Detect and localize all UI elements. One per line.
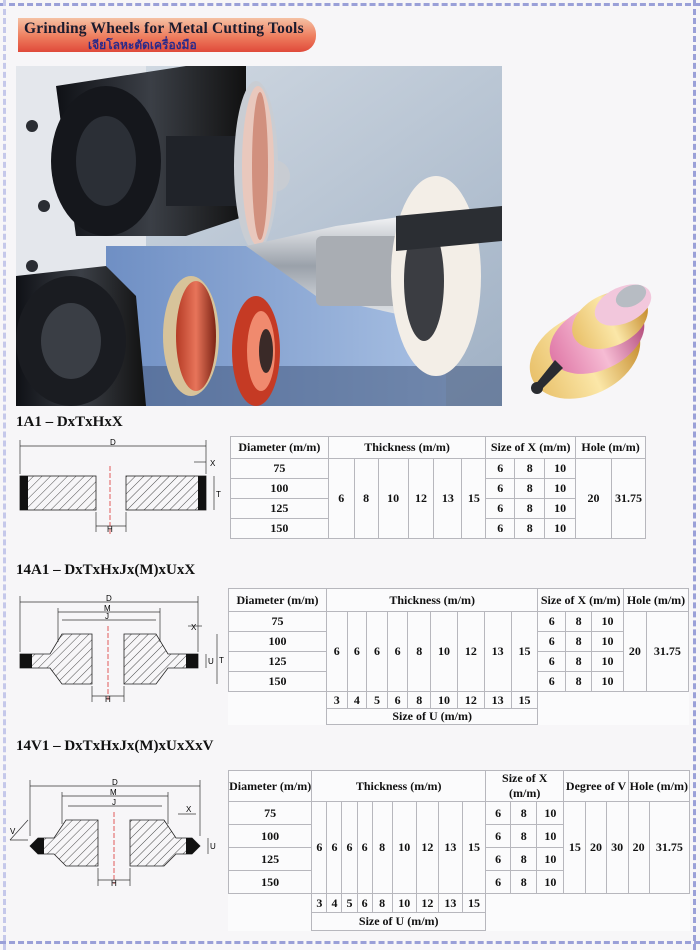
page-title: Grinding Wheels for Metal Cutting Tools bbox=[24, 20, 304, 37]
size-x-cell: 6 bbox=[486, 825, 511, 848]
diameter-cell: 100 bbox=[231, 479, 329, 499]
degree-v-cell: 20 bbox=[586, 802, 606, 894]
diagram-1a1 bbox=[14, 436, 226, 536]
size-x-cell: 6 bbox=[538, 632, 566, 652]
size-u-cell: 15 bbox=[511, 692, 538, 709]
header-thickness: Thickness (m/m) bbox=[326, 589, 537, 612]
hole-cell: 20 bbox=[576, 459, 612, 539]
diagram-14a1-label-m: M bbox=[104, 604, 111, 613]
size-x-cell: 6 bbox=[538, 672, 566, 692]
header-degree-v: Degree of V bbox=[564, 771, 628, 802]
size-x-cell: 10 bbox=[537, 825, 564, 848]
size-u-cell: 4 bbox=[347, 692, 367, 709]
size-x-cell: 10 bbox=[545, 479, 576, 499]
size-u-cell: 3 bbox=[312, 894, 327, 913]
size-x-cell: 10 bbox=[592, 672, 624, 692]
thickness-cell: 6 bbox=[342, 802, 357, 894]
size-u-cell: 8 bbox=[372, 894, 392, 913]
size-x-cell: 6 bbox=[486, 802, 511, 825]
thickness-cell: 6 bbox=[326, 612, 347, 692]
diameter-cell: 150 bbox=[231, 519, 329, 539]
thickness-cell: 8 bbox=[354, 459, 378, 539]
size-u-cell: 5 bbox=[342, 894, 357, 913]
thickness-cell: 10 bbox=[392, 802, 416, 894]
hole-cell: 20 bbox=[628, 802, 649, 894]
size-x-cell: 6 bbox=[538, 652, 566, 672]
size-x-cell: 10 bbox=[545, 499, 576, 519]
bottom-dashed-border bbox=[0, 941, 700, 944]
thickness-cell: 6 bbox=[328, 459, 354, 539]
size-x-cell: 8 bbox=[511, 848, 537, 871]
diagram-14v1-label-u: U bbox=[210, 842, 216, 851]
size-x-cell: 10 bbox=[545, 519, 576, 539]
thickness-cell: 13 bbox=[438, 802, 462, 894]
diagram-14v1 bbox=[6, 776, 226, 888]
thickness-cell: 12 bbox=[416, 802, 438, 894]
diagram-14a1-label-j: J bbox=[105, 612, 109, 621]
size-x-cell: 6 bbox=[538, 612, 566, 632]
thickness-cell: 12 bbox=[408, 459, 434, 539]
size-x-cell: 6 bbox=[486, 499, 515, 519]
thickness-cell: 8 bbox=[372, 802, 392, 894]
thickness-cell: 12 bbox=[457, 612, 484, 692]
diameter-cell: 125 bbox=[229, 652, 327, 672]
header-size-u: Size of U (m/m) bbox=[326, 709, 537, 725]
size-u-cell: 3 bbox=[326, 692, 347, 709]
diameter-cell: 75 bbox=[231, 459, 329, 479]
thickness-cell: 10 bbox=[431, 612, 458, 692]
thickness-cell: 6 bbox=[327, 802, 342, 894]
section-14a1-title: 14A1 – DxTxHxJx(M)xUxX bbox=[16, 562, 196, 578]
thickness-cell: 13 bbox=[484, 612, 511, 692]
diagram-1a1-label-x: X bbox=[210, 459, 216, 468]
diagram-14v1-label-d: D bbox=[112, 778, 118, 787]
size-u-cell: 5 bbox=[367, 692, 388, 709]
diagram-14a1 bbox=[12, 592, 227, 704]
thickness-cell: 6 bbox=[347, 612, 367, 692]
size-x-cell: 6 bbox=[486, 871, 511, 894]
size-x-cell: 10 bbox=[592, 652, 624, 672]
thickness-cell: 15 bbox=[462, 459, 486, 539]
section-1a1-title: 1A1 – DxTxHxX bbox=[16, 414, 123, 430]
right-dashed-border bbox=[693, 0, 696, 950]
thickness-cell: 8 bbox=[408, 612, 431, 692]
size-u-cell: 6 bbox=[387, 692, 408, 709]
diagram-14v1-label-j: J bbox=[112, 798, 116, 807]
size-u-cell: 13 bbox=[484, 692, 511, 709]
header-diameter: Diameter (m/m) bbox=[231, 437, 329, 459]
size-u-cell: 12 bbox=[457, 692, 484, 709]
size-x-cell: 8 bbox=[511, 871, 537, 894]
thickness-cell: 6 bbox=[367, 612, 388, 692]
diagram-1a1-label-h: H bbox=[107, 525, 113, 534]
thickness-cell: 6 bbox=[357, 802, 372, 894]
header-size-x: Size of X (m/m) bbox=[486, 437, 576, 459]
diagram-1a1-label-t: T bbox=[216, 490, 221, 499]
size-u-cell: 6 bbox=[357, 894, 372, 913]
thickness-cell: 15 bbox=[511, 612, 538, 692]
size-u-cell: 8 bbox=[408, 692, 431, 709]
diameter-cell: 100 bbox=[229, 825, 312, 848]
size-x-cell: 8 bbox=[511, 825, 537, 848]
size-u-cell: 13 bbox=[438, 894, 462, 913]
diameter-cell: 150 bbox=[229, 672, 327, 692]
header-hole: Hole (m/m) bbox=[576, 437, 646, 459]
diagram-14v1-label-m: M bbox=[110, 788, 117, 797]
page-subtitle-thai: เจียโลหะตัดเครื่องมือ bbox=[88, 38, 197, 52]
section-14v1-title: 14V1 – DxTxHxJx(M)xUxXxV bbox=[16, 738, 214, 754]
diagram-14a1-label-h: H bbox=[105, 695, 111, 704]
header-diameter: Diameter (m/m) bbox=[229, 771, 312, 802]
header-diameter: Diameter (m/m) bbox=[229, 589, 327, 612]
diagram-14v1-label-v: V bbox=[10, 827, 16, 836]
top-dashed-border bbox=[0, 3, 700, 6]
size-x-cell: 8 bbox=[566, 632, 592, 652]
header-hole: Hole (m/m) bbox=[628, 771, 689, 802]
size-u-cell: 15 bbox=[462, 894, 485, 913]
size-x-cell: 8 bbox=[515, 479, 545, 499]
header-size-u: Size of U (m/m) bbox=[312, 913, 486, 931]
size-u-cell: 10 bbox=[392, 894, 416, 913]
size-x-cell: 8 bbox=[515, 519, 545, 539]
hole-cell: 31.75 bbox=[646, 612, 688, 692]
diameter-cell: 75 bbox=[229, 802, 312, 825]
hole-cell: 31.75 bbox=[611, 459, 645, 539]
size-x-cell: 8 bbox=[566, 612, 592, 632]
hole-cell: 20 bbox=[623, 612, 646, 692]
spec-table-1a1 bbox=[230, 436, 646, 539]
diagram-1a1-label-d: D bbox=[110, 438, 116, 447]
size-x-cell: 8 bbox=[566, 672, 592, 692]
degree-v-cell: 30 bbox=[606, 802, 628, 894]
size-x-cell: 8 bbox=[511, 802, 537, 825]
size-x-cell: 6 bbox=[486, 848, 511, 871]
header-hole: Hole (m/m) bbox=[623, 589, 688, 612]
size-x-cell: 8 bbox=[515, 499, 545, 519]
grinding-machine-photo bbox=[16, 66, 502, 406]
diagram-14a1-label-d: D bbox=[106, 594, 112, 603]
size-x-cell: 10 bbox=[592, 612, 624, 632]
diagram-14a1-label-x: X bbox=[191, 623, 197, 632]
diagram-14v1-label-h: H bbox=[111, 879, 117, 888]
size-x-cell: 10 bbox=[545, 459, 576, 479]
size-x-cell: 10 bbox=[592, 632, 624, 652]
spec-table-14v1 bbox=[228, 770, 690, 931]
header-thickness: Thickness (m/m) bbox=[328, 437, 486, 459]
size-x-cell: 6 bbox=[486, 459, 515, 479]
size-x-cell: 8 bbox=[515, 459, 545, 479]
diameter-cell: 125 bbox=[229, 848, 312, 871]
diagram-14a1-label-u: U bbox=[208, 657, 214, 666]
thickness-cell: 10 bbox=[378, 459, 408, 539]
size-x-cell: 6 bbox=[486, 479, 515, 499]
header-size-x: Size of X (m/m) bbox=[538, 589, 624, 612]
spec-table-14a1 bbox=[228, 588, 689, 725]
diameter-cell: 125 bbox=[231, 499, 329, 519]
size-x-cell: 10 bbox=[537, 802, 564, 825]
size-u-cell: 4 bbox=[327, 894, 342, 913]
hole-cell: 31.75 bbox=[649, 802, 689, 894]
size-u-cell: 12 bbox=[416, 894, 438, 913]
diameter-cell: 150 bbox=[229, 871, 312, 894]
diameter-cell: 75 bbox=[229, 612, 327, 632]
size-x-cell: 6 bbox=[486, 519, 515, 539]
header-thickness: Thickness (m/m) bbox=[312, 771, 486, 802]
size-u-cell: 10 bbox=[431, 692, 458, 709]
size-x-cell: 8 bbox=[566, 652, 592, 672]
size-x-cell: 10 bbox=[537, 871, 564, 894]
diagram-14a1-label-t: T bbox=[219, 656, 224, 665]
size-x-cell: 10 bbox=[537, 848, 564, 871]
wheel-stack-photo bbox=[515, 260, 665, 405]
thickness-cell: 6 bbox=[312, 802, 327, 894]
thickness-cell: 6 bbox=[387, 612, 408, 692]
thickness-cell: 13 bbox=[434, 459, 462, 539]
diagram-14v1-label-x: X bbox=[186, 805, 192, 814]
thickness-cell: 15 bbox=[462, 802, 485, 894]
header-size-x: Size of X (m/m) bbox=[486, 771, 564, 802]
diameter-cell: 100 bbox=[229, 632, 327, 652]
degree-v-cell: 15 bbox=[564, 802, 586, 894]
